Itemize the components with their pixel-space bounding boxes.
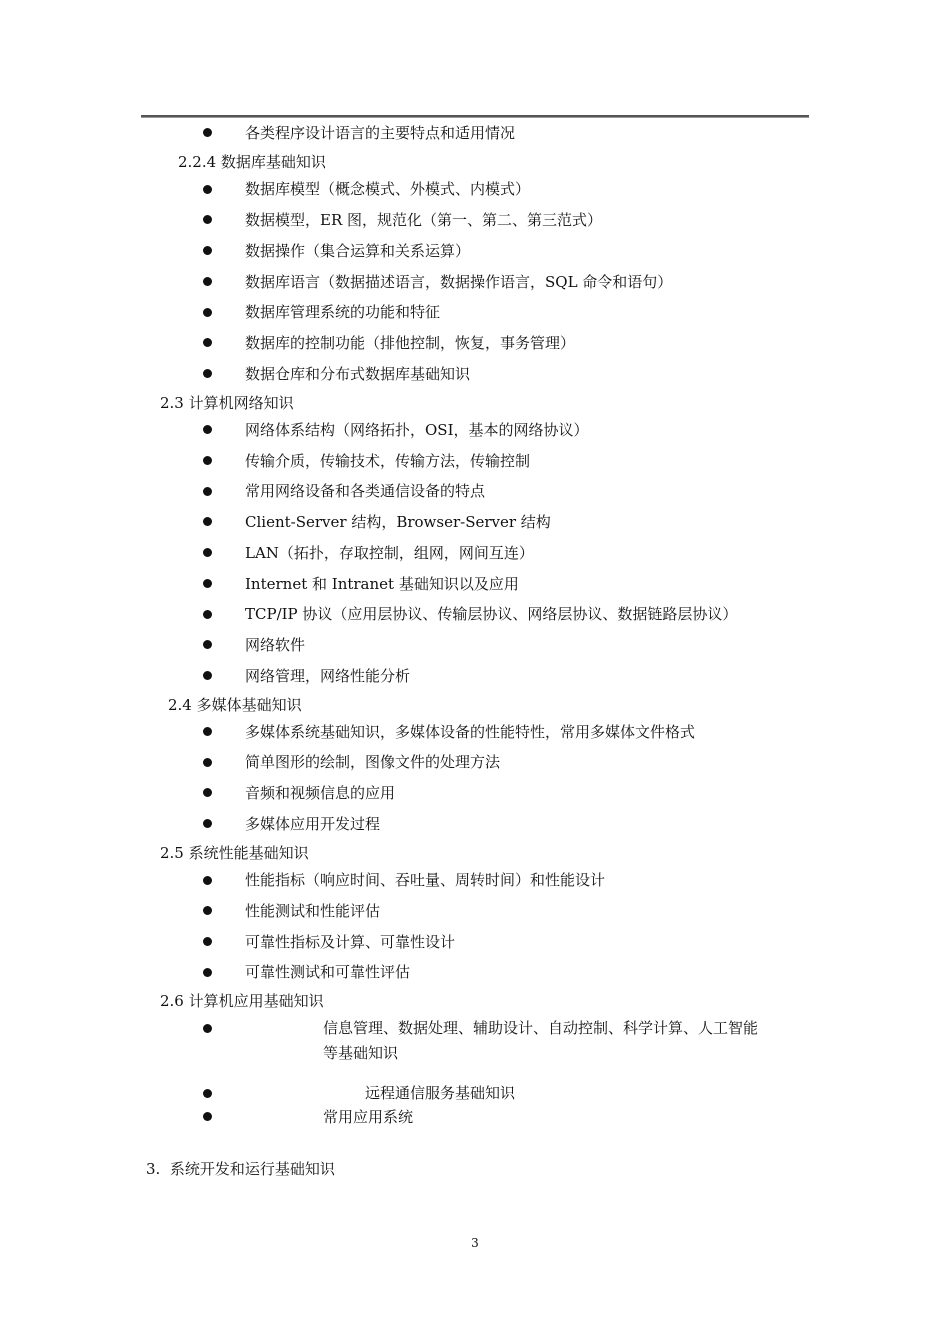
list-item: 网络软件 [245, 636, 306, 654]
list-item: 数据操作（集合运算和关系运算） [245, 242, 471, 260]
list-item: 远程通信服务基础知识 [365, 1084, 516, 1102]
bullet-icon [203, 876, 212, 885]
bullet-icon [203, 671, 212, 680]
bullet-icon [203, 215, 212, 224]
list-item: 数据仓库和分布式数据库基础知识 [245, 365, 471, 383]
bullet-icon [203, 758, 212, 767]
bullet-icon [203, 425, 212, 434]
section-heading: 2.5 系统性能基础知识 [160, 844, 309, 862]
list-item: 网络体系结构（网络拓扑，OSI，基本的网络协议） [245, 421, 589, 439]
bullet-icon [203, 487, 212, 496]
bullet-icon [203, 640, 212, 649]
list-item: 可靠性测试和可靠性评估 [245, 963, 411, 981]
list-item: 传输介质，传输技术，传输方法，传输控制 [245, 452, 531, 470]
list-item: 信息管理、数据处理、辅助设计、自动控制、科学计算、人工智能 [323, 1019, 759, 1037]
list-item: TCP/IP 协议（应用层协议、传输层协议、网络层协议、数据链路层协议） [245, 605, 738, 623]
list-item: 可靠性指标及计算、可靠性设计 [245, 933, 456, 951]
bullet-icon [203, 1089, 212, 1098]
bullet-icon [203, 548, 212, 557]
bullet-icon [203, 1024, 212, 1033]
bullet-icon [203, 727, 212, 736]
section-heading: 2.2.4 数据库基础知识 [178, 153, 326, 171]
section-heading: 2.4 多媒体基础知识 [168, 696, 302, 714]
bullet-icon [203, 185, 212, 194]
list-item: 性能测试和性能评估 [245, 902, 381, 920]
header-rule [141, 115, 809, 118]
bullet-icon [203, 338, 212, 347]
list-item: 数据库语言（数据描述语言，数据操作语言，SQL 命令和语句） [245, 273, 673, 291]
list-item: 数据模型，ER 图，规范化（第一、第二、第三范式） [245, 211, 603, 229]
list-item: 简单图形的绘制，图像文件的处理方法 [245, 753, 501, 771]
section-heading: 3. 系统开发和运行基础知识 [146, 1160, 335, 1178]
list-item: 多媒体系统基础知识，多媒体设备的性能特性，常用多媒体文件格式 [245, 723, 696, 741]
bullet-icon [203, 456, 212, 465]
bullet-icon [203, 517, 212, 526]
section-heading: 2.3 计算机网络知识 [160, 394, 294, 412]
bullet-icon [203, 968, 212, 977]
bullet-icon [203, 579, 212, 588]
bullet-icon [203, 819, 212, 828]
bullet-icon [203, 906, 212, 915]
list-item: 音频和视频信息的应用 [245, 784, 396, 802]
bullet-icon [203, 308, 212, 317]
list-item-continuation: 等基础知识 [323, 1044, 399, 1062]
list-item: 常用网络设备和各类通信设备的特点 [245, 482, 486, 500]
page-number: 3 [471, 1236, 479, 1250]
bullet-icon [203, 246, 212, 255]
list-item: 数据库管理系统的功能和特征 [245, 303, 441, 321]
bullet-icon [203, 788, 212, 797]
bullet-icon [203, 1112, 212, 1121]
list-item: 网络管理，网络性能分析 [245, 667, 411, 685]
bullet-icon [203, 277, 212, 286]
list-item: 数据库的控制功能（排他控制，恢复，事务管理） [245, 334, 576, 352]
bullet-icon [203, 369, 212, 378]
list-item: 性能指标（响应时间、吞吐量、周转时间）和性能设计 [245, 871, 606, 889]
list-item: 常用应用系统 [323, 1108, 414, 1126]
list-item: 数据库模型（概念模式、外模式、内模式） [245, 180, 531, 198]
bullet-icon [203, 610, 212, 619]
section-heading: 2.6 计算机应用基础知识 [160, 992, 324, 1010]
bullet-icon [203, 937, 212, 946]
bullet-icon [203, 128, 212, 137]
list-item: 各类程序设计语言的主要特点和适用情况 [245, 124, 516, 142]
list-item: LAN（拓扑，存取控制，组网，网间互连） [245, 544, 534, 562]
list-item: Internet 和 Intranet 基础知识以及应用 [245, 575, 519, 593]
list-item: 多媒体应用开发过程 [245, 815, 381, 833]
list-item: Client-Server 结构，Browser-Server 结构 [245, 513, 551, 531]
